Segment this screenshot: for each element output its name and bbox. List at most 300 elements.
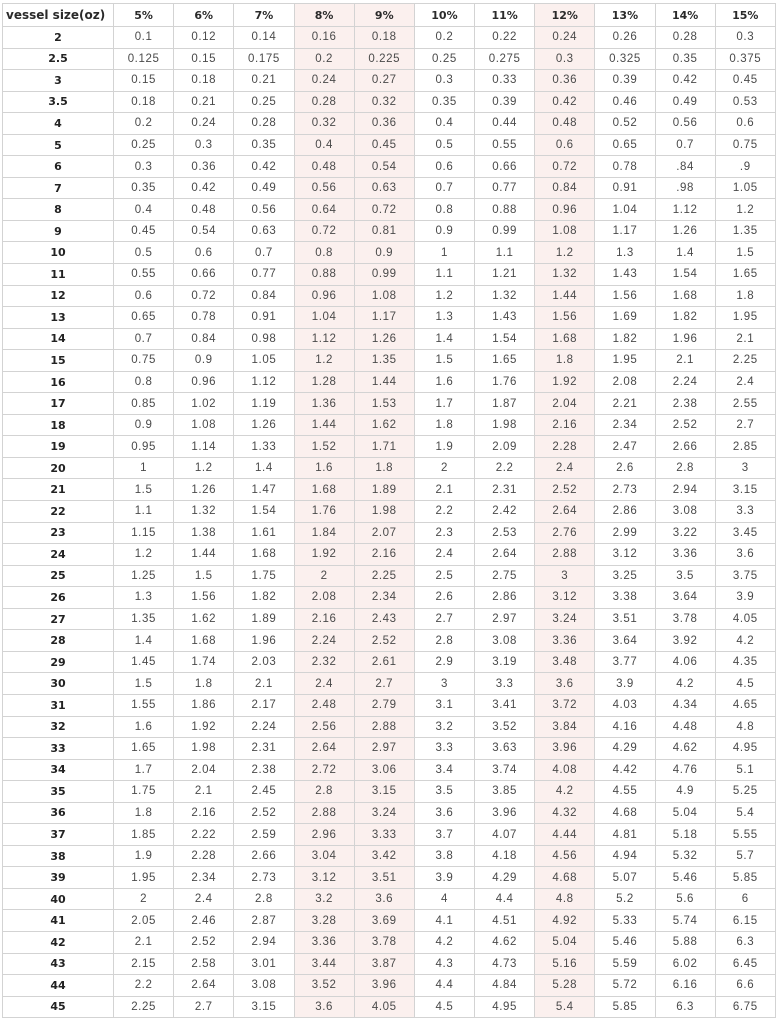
value-cell: 4.84 bbox=[475, 975, 535, 997]
vessel-size-cell: 17 bbox=[3, 393, 114, 415]
value-cell: 2.22 bbox=[174, 824, 234, 846]
value-cell: 3.41 bbox=[475, 694, 535, 716]
value-cell: 6.6 bbox=[715, 975, 775, 997]
value-cell: 1.69 bbox=[595, 307, 655, 329]
value-cell: 2 bbox=[414, 457, 474, 479]
value-cell: 0.16 bbox=[294, 27, 354, 49]
value-cell: 2.52 bbox=[234, 802, 294, 824]
value-cell: 0.49 bbox=[655, 91, 715, 113]
vessel-size-cell: 19 bbox=[3, 436, 114, 458]
value-cell: 6.3 bbox=[715, 931, 775, 953]
value-cell: 2.25 bbox=[715, 350, 775, 372]
value-cell: 2.2 bbox=[414, 501, 474, 523]
value-cell: 3.85 bbox=[475, 781, 535, 803]
vessel-size-cell: 3 bbox=[3, 70, 114, 92]
value-cell: 3.15 bbox=[234, 996, 294, 1018]
value-cell: 4.06 bbox=[655, 651, 715, 673]
value-cell: 1.43 bbox=[595, 264, 655, 286]
value-cell: 0.9 bbox=[354, 242, 414, 264]
table-body bbox=[3, 27, 776, 1018]
value-cell: 0.84 bbox=[234, 285, 294, 307]
table-row bbox=[3, 177, 776, 199]
value-cell: 0.78 bbox=[174, 307, 234, 329]
vessel-size-cell: 9 bbox=[3, 220, 114, 242]
value-cell: 1.08 bbox=[354, 285, 414, 307]
value-cell: 3.3 bbox=[475, 673, 535, 695]
value-cell: 0.98 bbox=[234, 328, 294, 350]
value-cell: 3.6 bbox=[294, 996, 354, 1018]
table-row bbox=[3, 328, 776, 350]
value-cell: 5.1 bbox=[715, 759, 775, 781]
value-cell: 2.52 bbox=[655, 414, 715, 436]
value-cell: 0.35 bbox=[655, 48, 715, 70]
value-cell: 0.55 bbox=[475, 134, 535, 156]
value-cell: 0.1 bbox=[114, 27, 174, 49]
value-cell: 2.5 bbox=[414, 565, 474, 587]
value-cell: 2 bbox=[294, 565, 354, 587]
vessel-size-cell: 43 bbox=[3, 953, 114, 975]
value-cell: 4.3 bbox=[414, 953, 474, 975]
value-cell: 4.51 bbox=[475, 910, 535, 932]
value-cell: 1.2 bbox=[535, 242, 595, 264]
value-cell: 2.31 bbox=[234, 738, 294, 760]
value-cell: 0.3 bbox=[535, 48, 595, 70]
value-cell: 0.54 bbox=[174, 220, 234, 242]
value-cell: 1.32 bbox=[475, 285, 535, 307]
value-cell: 2.8 bbox=[655, 457, 715, 479]
value-cell: 0.275 bbox=[475, 48, 535, 70]
value-cell: 6.16 bbox=[655, 975, 715, 997]
value-cell: 1.26 bbox=[655, 220, 715, 242]
value-cell: 0.88 bbox=[294, 264, 354, 286]
table-row bbox=[3, 716, 776, 738]
value-cell: 0.225 bbox=[354, 48, 414, 70]
value-cell: 0.49 bbox=[234, 177, 294, 199]
value-cell: 1.5 bbox=[715, 242, 775, 264]
value-cell: 2.66 bbox=[234, 845, 294, 867]
value-cell: 1.82 bbox=[595, 328, 655, 350]
value-cell: .9 bbox=[715, 156, 775, 178]
value-cell: 0.35 bbox=[114, 177, 174, 199]
value-cell: 0.54 bbox=[354, 156, 414, 178]
value-cell: 1 bbox=[114, 457, 174, 479]
value-cell: 0.3 bbox=[114, 156, 174, 178]
table-row bbox=[3, 457, 776, 479]
value-cell: 0.15 bbox=[114, 70, 174, 92]
vessel-size-cell: 13 bbox=[3, 307, 114, 329]
value-cell: 0.175 bbox=[234, 48, 294, 70]
vessel-size-cell: 6 bbox=[3, 156, 114, 178]
value-cell: 0.48 bbox=[174, 199, 234, 221]
table-row bbox=[3, 479, 776, 501]
value-cell: 1.86 bbox=[174, 694, 234, 716]
value-cell: 3.28 bbox=[294, 910, 354, 932]
value-cell: 2.73 bbox=[595, 479, 655, 501]
value-cell: 2.46 bbox=[174, 910, 234, 932]
value-cell: 0.35 bbox=[414, 91, 474, 113]
table-row bbox=[3, 91, 776, 113]
value-cell: 2 bbox=[114, 888, 174, 910]
table-row bbox=[3, 113, 776, 135]
value-cell: 3.51 bbox=[354, 867, 414, 889]
column-header: 15% bbox=[715, 4, 775, 27]
value-cell: 2.34 bbox=[595, 414, 655, 436]
value-cell: 2.59 bbox=[234, 824, 294, 846]
table-row bbox=[3, 134, 776, 156]
table-row bbox=[3, 931, 776, 953]
value-cell: 4.56 bbox=[535, 845, 595, 867]
value-cell: 3.22 bbox=[655, 522, 715, 544]
value-cell: 1.95 bbox=[114, 867, 174, 889]
value-cell: 2.7 bbox=[174, 996, 234, 1018]
value-cell: 0.28 bbox=[655, 27, 715, 49]
value-cell: 2.1 bbox=[234, 673, 294, 695]
value-cell: 1.47 bbox=[234, 479, 294, 501]
value-cell: 0.7 bbox=[414, 177, 474, 199]
value-cell: 1.82 bbox=[234, 587, 294, 609]
value-cell: 0.64 bbox=[294, 199, 354, 221]
value-cell: 2.1 bbox=[114, 931, 174, 953]
vessel-size-cell: 41 bbox=[3, 910, 114, 932]
vessel-size-cell: 16 bbox=[3, 371, 114, 393]
value-cell: 2.07 bbox=[354, 522, 414, 544]
value-cell: 3.96 bbox=[354, 975, 414, 997]
value-cell: 2.4 bbox=[174, 888, 234, 910]
value-cell: 4.62 bbox=[475, 931, 535, 953]
value-cell: 2.88 bbox=[354, 716, 414, 738]
value-cell: 1.1 bbox=[114, 501, 174, 523]
value-cell: 1.12 bbox=[655, 199, 715, 221]
value-cell: 1.8 bbox=[715, 285, 775, 307]
value-cell: 3.92 bbox=[655, 630, 715, 652]
table-row bbox=[3, 501, 776, 523]
value-cell: 0.45 bbox=[114, 220, 174, 242]
value-cell: 2.73 bbox=[234, 867, 294, 889]
value-cell: 3.84 bbox=[535, 716, 595, 738]
value-cell: 0.14 bbox=[234, 27, 294, 49]
value-cell: 4.35 bbox=[715, 651, 775, 673]
column-header: 13% bbox=[595, 4, 655, 27]
value-cell: 4.55 bbox=[595, 781, 655, 803]
value-cell: 3.19 bbox=[475, 651, 535, 673]
value-cell: 0.42 bbox=[535, 91, 595, 113]
value-cell: 3.44 bbox=[294, 953, 354, 975]
value-cell: 3.12 bbox=[595, 544, 655, 566]
table-row bbox=[3, 371, 776, 393]
header-row bbox=[3, 4, 776, 27]
value-cell: 0.78 bbox=[595, 156, 655, 178]
value-cell: 5.46 bbox=[595, 931, 655, 953]
value-cell: 2.9 bbox=[414, 651, 474, 673]
value-cell: 2.52 bbox=[174, 931, 234, 953]
table-row bbox=[3, 694, 776, 716]
value-cell: 3.1 bbox=[414, 694, 474, 716]
value-cell: 0.91 bbox=[234, 307, 294, 329]
value-cell: 0.66 bbox=[174, 264, 234, 286]
value-cell: 3.5 bbox=[655, 565, 715, 587]
value-cell: 3 bbox=[535, 565, 595, 587]
value-cell: 1.28 bbox=[294, 371, 354, 393]
table-row bbox=[3, 199, 776, 221]
value-cell: 4.4 bbox=[414, 975, 474, 997]
value-cell: 1.2 bbox=[414, 285, 474, 307]
value-cell: 4.81 bbox=[595, 824, 655, 846]
value-cell: 0.52 bbox=[595, 113, 655, 135]
value-cell: 2.4 bbox=[414, 544, 474, 566]
value-cell: 1.68 bbox=[294, 479, 354, 501]
value-cell: 3.5 bbox=[414, 781, 474, 803]
table-row bbox=[3, 802, 776, 824]
value-cell: 1.65 bbox=[475, 350, 535, 372]
value-cell: 2.16 bbox=[354, 544, 414, 566]
value-cell: 0.33 bbox=[475, 70, 535, 92]
corner-header: vessel size(oz) bbox=[3, 4, 114, 27]
value-cell: 2.79 bbox=[354, 694, 414, 716]
table-row bbox=[3, 393, 776, 415]
table-row bbox=[3, 824, 776, 846]
value-cell: 2.53 bbox=[475, 522, 535, 544]
value-cell: 1.55 bbox=[114, 694, 174, 716]
value-cell: 1.32 bbox=[174, 501, 234, 523]
vessel-size-cell: 10 bbox=[3, 242, 114, 264]
value-cell: 2.24 bbox=[294, 630, 354, 652]
value-cell: 4.68 bbox=[595, 802, 655, 824]
value-cell: 4.05 bbox=[354, 996, 414, 1018]
value-cell: 4.44 bbox=[535, 824, 595, 846]
value-cell: 0.39 bbox=[475, 91, 535, 113]
value-cell: 0.375 bbox=[715, 48, 775, 70]
value-cell: 4.73 bbox=[475, 953, 535, 975]
value-cell: 3.15 bbox=[354, 781, 414, 803]
value-cell: 1.8 bbox=[354, 457, 414, 479]
value-cell: 1.92 bbox=[294, 544, 354, 566]
value-cell: 0.36 bbox=[354, 113, 414, 135]
column-header: 11% bbox=[475, 4, 535, 27]
table-row bbox=[3, 27, 776, 49]
value-cell: 2.64 bbox=[294, 738, 354, 760]
value-cell: 3.36 bbox=[535, 630, 595, 652]
value-cell: 0.32 bbox=[294, 113, 354, 135]
value-cell: 0.3 bbox=[715, 27, 775, 49]
table-row bbox=[3, 350, 776, 372]
vessel-size-cell: 5 bbox=[3, 134, 114, 156]
value-cell: 0.8 bbox=[114, 371, 174, 393]
value-cell: 3.87 bbox=[354, 953, 414, 975]
value-cell: 1.05 bbox=[715, 177, 775, 199]
column-header: 7% bbox=[234, 4, 294, 27]
value-cell: 3.12 bbox=[535, 587, 595, 609]
value-cell: 0.6 bbox=[715, 113, 775, 135]
value-cell: 2.8 bbox=[294, 781, 354, 803]
value-cell: 6.45 bbox=[715, 953, 775, 975]
value-cell: 1.44 bbox=[294, 414, 354, 436]
value-cell: 3.6 bbox=[414, 802, 474, 824]
value-cell: 2.8 bbox=[234, 888, 294, 910]
value-cell: 0.72 bbox=[294, 220, 354, 242]
value-cell: 4.42 bbox=[595, 759, 655, 781]
value-cell: 0.9 bbox=[414, 220, 474, 242]
value-cell: 1.96 bbox=[234, 630, 294, 652]
value-cell: 2.7 bbox=[715, 414, 775, 436]
value-cell: 3.52 bbox=[475, 716, 535, 738]
value-cell: 0.42 bbox=[655, 70, 715, 92]
value-cell: 2.4 bbox=[535, 457, 595, 479]
value-cell: 1.35 bbox=[715, 220, 775, 242]
table-row bbox=[3, 888, 776, 910]
value-cell: 1.92 bbox=[535, 371, 595, 393]
value-cell: 3.06 bbox=[354, 759, 414, 781]
value-cell: 2.25 bbox=[354, 565, 414, 587]
value-cell: 3.78 bbox=[655, 608, 715, 630]
value-cell: 0.22 bbox=[475, 27, 535, 49]
value-cell: 3.12 bbox=[294, 867, 354, 889]
value-cell: 1.68 bbox=[234, 544, 294, 566]
value-cell: 1.54 bbox=[655, 264, 715, 286]
vessel-size-cell: 25 bbox=[3, 565, 114, 587]
value-cell: 3 bbox=[414, 673, 474, 695]
value-cell: 0.42 bbox=[234, 156, 294, 178]
value-cell: 1.26 bbox=[234, 414, 294, 436]
value-cell: 3.04 bbox=[294, 845, 354, 867]
value-cell: 1.33 bbox=[234, 436, 294, 458]
value-cell: 0.12 bbox=[174, 27, 234, 49]
column-header: 8% bbox=[294, 4, 354, 27]
value-cell: 0.7 bbox=[114, 328, 174, 350]
value-cell: 5.04 bbox=[655, 802, 715, 824]
vessel-size-cell: 21 bbox=[3, 479, 114, 501]
value-cell: 2.55 bbox=[715, 393, 775, 415]
value-cell: 5.46 bbox=[655, 867, 715, 889]
value-cell: 0.75 bbox=[715, 134, 775, 156]
value-cell: 0.75 bbox=[114, 350, 174, 372]
value-cell: 5.7 bbox=[715, 845, 775, 867]
value-cell: 0.72 bbox=[354, 199, 414, 221]
value-cell: 2.15 bbox=[114, 953, 174, 975]
value-cell: 0.46 bbox=[595, 91, 655, 113]
value-cell: 2.28 bbox=[535, 436, 595, 458]
value-cell: 2.72 bbox=[294, 759, 354, 781]
value-cell: 3.08 bbox=[475, 630, 535, 652]
value-cell: 4.92 bbox=[535, 910, 595, 932]
value-cell: 1.17 bbox=[354, 307, 414, 329]
value-cell: 3.42 bbox=[354, 845, 414, 867]
value-cell: 3.08 bbox=[234, 975, 294, 997]
value-cell: 2.1 bbox=[414, 479, 474, 501]
value-cell: 1.35 bbox=[114, 608, 174, 630]
value-cell: 1.56 bbox=[174, 587, 234, 609]
value-cell: 2.05 bbox=[114, 910, 174, 932]
value-cell: 2.66 bbox=[655, 436, 715, 458]
value-cell: 1.71 bbox=[354, 436, 414, 458]
value-cell: 3.77 bbox=[595, 651, 655, 673]
value-cell: 0.25 bbox=[114, 134, 174, 156]
value-cell: 1.95 bbox=[595, 350, 655, 372]
value-cell: 2.17 bbox=[234, 694, 294, 716]
value-cell: 0.15 bbox=[174, 48, 234, 70]
value-cell: 1.87 bbox=[475, 393, 535, 415]
value-cell: 2.2 bbox=[475, 457, 535, 479]
value-cell: 1.3 bbox=[595, 242, 655, 264]
value-cell: 1.96 bbox=[655, 328, 715, 350]
value-cell: 1.04 bbox=[294, 307, 354, 329]
value-cell: .84 bbox=[655, 156, 715, 178]
value-cell: 4.76 bbox=[655, 759, 715, 781]
value-cell: 2.25 bbox=[114, 996, 174, 1018]
value-cell: 2.6 bbox=[595, 457, 655, 479]
vessel-size-cell: 26 bbox=[3, 587, 114, 609]
value-cell: 0.8 bbox=[294, 242, 354, 264]
value-cell: 2.52 bbox=[535, 479, 595, 501]
value-cell: 2.3 bbox=[414, 522, 474, 544]
value-cell: 0.96 bbox=[174, 371, 234, 393]
value-cell: 3.6 bbox=[715, 544, 775, 566]
value-cell: .98 bbox=[655, 177, 715, 199]
column-header: 12% bbox=[535, 4, 595, 27]
value-cell: 5.32 bbox=[655, 845, 715, 867]
value-cell: 1.56 bbox=[535, 307, 595, 329]
value-cell: 0.65 bbox=[114, 307, 174, 329]
value-cell: 3.74 bbox=[475, 759, 535, 781]
value-cell: 0.45 bbox=[354, 134, 414, 156]
value-cell: 3.7 bbox=[414, 824, 474, 846]
value-cell: 0.28 bbox=[234, 113, 294, 135]
table-row bbox=[3, 608, 776, 630]
value-cell: 3.38 bbox=[595, 587, 655, 609]
value-cell: 1.02 bbox=[174, 393, 234, 415]
value-cell: 3.08 bbox=[655, 501, 715, 523]
value-cell: 1.6 bbox=[294, 457, 354, 479]
value-cell: 1.2 bbox=[294, 350, 354, 372]
value-cell: 0.56 bbox=[234, 199, 294, 221]
value-cell: 1.36 bbox=[294, 393, 354, 415]
value-cell: 2.1 bbox=[174, 781, 234, 803]
value-cell: 2.08 bbox=[294, 587, 354, 609]
value-cell: 0.3 bbox=[174, 134, 234, 156]
table-row bbox=[3, 738, 776, 760]
table-row bbox=[3, 673, 776, 695]
vessel-size-cell: 32 bbox=[3, 716, 114, 738]
value-cell: 1.65 bbox=[715, 264, 775, 286]
value-cell: 1.12 bbox=[294, 328, 354, 350]
value-cell: 2.2 bbox=[114, 975, 174, 997]
value-cell: 0.63 bbox=[234, 220, 294, 242]
value-cell: 1.3 bbox=[114, 587, 174, 609]
value-cell: 1.44 bbox=[174, 544, 234, 566]
value-cell: 1.4 bbox=[114, 630, 174, 652]
value-cell: 2.42 bbox=[475, 501, 535, 523]
value-cell: 0.18 bbox=[114, 91, 174, 113]
value-cell: 2.09 bbox=[475, 436, 535, 458]
value-cell: 5.25 bbox=[715, 781, 775, 803]
vessel-size-cell: 33 bbox=[3, 738, 114, 760]
value-cell: 3.63 bbox=[475, 738, 535, 760]
value-cell: 2.87 bbox=[234, 910, 294, 932]
value-cell: 4.95 bbox=[475, 996, 535, 1018]
value-cell: 4.03 bbox=[595, 694, 655, 716]
value-cell: 1.43 bbox=[475, 307, 535, 329]
value-cell: 0.9 bbox=[174, 350, 234, 372]
value-cell: 5.55 bbox=[715, 824, 775, 846]
value-cell: 2.61 bbox=[354, 651, 414, 673]
vessel-size-cell: 30 bbox=[3, 673, 114, 695]
value-cell: 2.1 bbox=[715, 328, 775, 350]
vessel-size-cell: 14 bbox=[3, 328, 114, 350]
vessel-size-cell: 44 bbox=[3, 975, 114, 997]
value-cell: 2.7 bbox=[414, 608, 474, 630]
table-row bbox=[3, 565, 776, 587]
value-cell: 5.16 bbox=[535, 953, 595, 975]
vessel-size-cell: 28 bbox=[3, 630, 114, 652]
